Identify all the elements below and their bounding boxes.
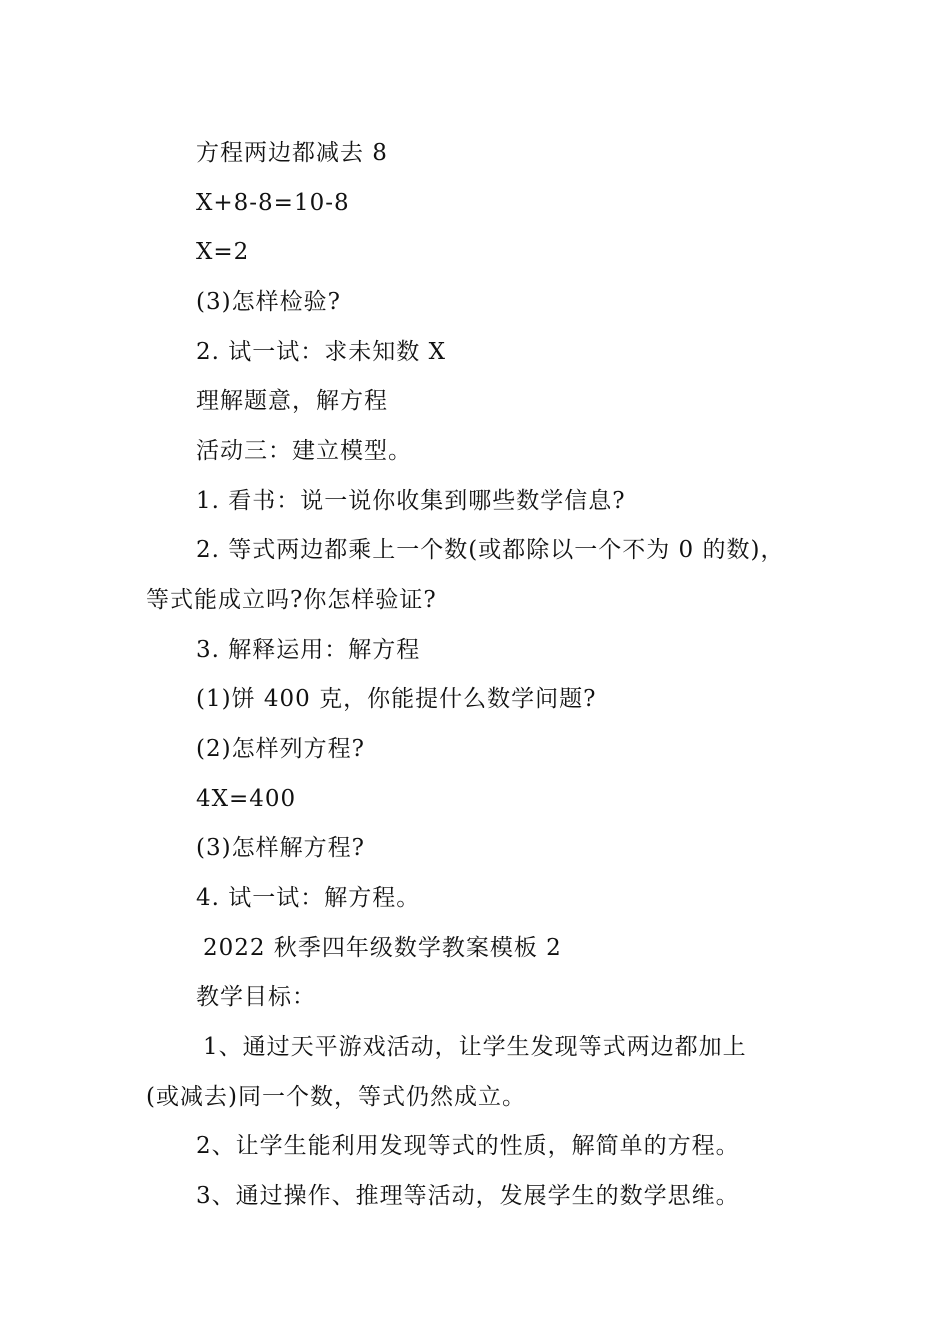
text-line: 2. 等式两边都乘上一个数(或都除以一个不为 0 的数)， (196, 537, 785, 563)
text-line: (1)饼 400 克，你能提什么数学问题? (196, 686, 597, 712)
equation-line: X=2 (196, 239, 250, 265)
text-line: (2)怎样列方程? (196, 736, 365, 762)
objective-line: 2、让学生能利用发现等式的性质，解简单的方程。 (196, 1133, 740, 1159)
text-line: 等式能成立吗?你怎样验证? (146, 587, 437, 613)
equation-line: 4X=400 (196, 786, 297, 812)
text-line: 理解题意，解方程 (196, 388, 388, 414)
text-line: 方程两边都减去 8 (196, 140, 388, 166)
section-heading: 教学目标： (196, 984, 316, 1010)
text-line: 4. 试一试：解方程。 (196, 885, 421, 911)
text-line: 1. 看书：说一说你收集到哪些数学信息? (196, 488, 626, 514)
text-line: 3. 解释运用：解方程 (196, 637, 421, 663)
text-line: (3)怎样解方程? (196, 835, 365, 861)
text-line: 2. 试一试：求未知数 X (196, 339, 446, 365)
objective-line: (或减去)同一个数，等式仍然成立。 (146, 1084, 526, 1110)
document-title: 2022 秋季四年级数学教案模板 2 (203, 935, 562, 961)
section-heading: 活动三：建立模型。 (196, 438, 412, 464)
text-line: (3)怎样检验? (196, 289, 341, 315)
objective-line: 3、通过操作、推理等活动，发展学生的数学思维。 (196, 1183, 740, 1209)
objective-line: 1、通过天平游戏活动，让学生发现等式两边都加上 (203, 1034, 747, 1060)
equation-line: X+8-8=10-8 (196, 190, 350, 216)
